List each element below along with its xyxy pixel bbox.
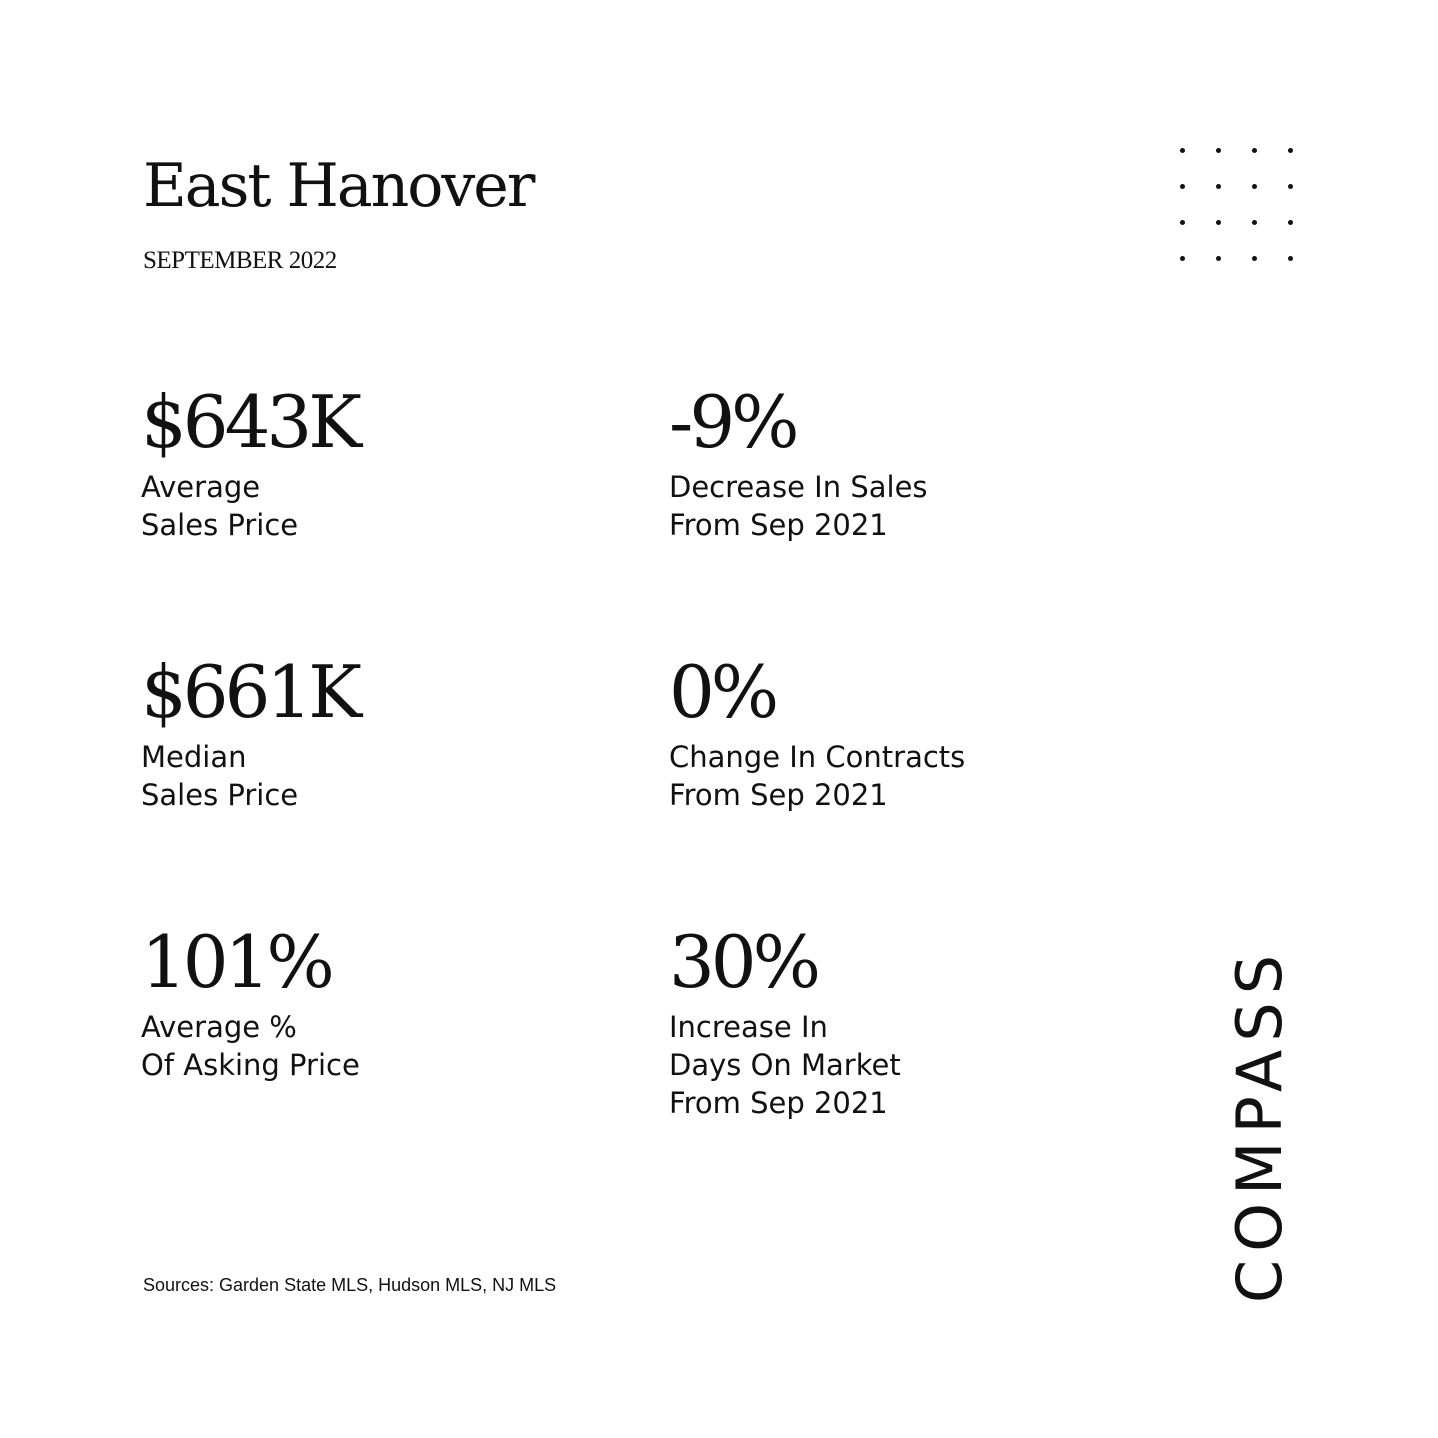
stat-label: Decrease In Sales From Sep 2021 <box>669 470 928 542</box>
stat-average-sales-price <box>141 378 561 544</box>
logo-text: COMPASS <box>1223 946 1296 1304</box>
stat-label: Average Sales Price <box>141 470 299 542</box>
stat-contracts-change <box>669 648 1089 814</box>
stat-days-on-market <box>669 918 1089 1122</box>
stat-label: Change In Contracts From Sep 2021 <box>669 740 966 812</box>
stat-label: Average % Of Asking Price <box>141 1010 360 1082</box>
stat-sales-change <box>669 378 1089 544</box>
stat-value: -9% <box>669 380 796 464</box>
stat-value: 0% <box>669 650 776 734</box>
sources-note: Sources: Garden State MLS, Hudson MLS, NJ MLS <box>143 1275 557 1295</box>
stat-value: $661K <box>141 650 359 734</box>
dot-grid-icon <box>1170 140 1300 270</box>
stat-value: $643K <box>141 380 359 464</box>
stat-value: 30% <box>669 920 818 1004</box>
stat-median-sales-price <box>141 648 561 814</box>
report-date: SEPTEMBER 2022 <box>143 247 337 274</box>
stat-label: Median Sales Price <box>141 740 299 812</box>
stat-label: Increase In Days On Market From Sep 2021 <box>669 1010 901 1120</box>
stat-percent-of-asking <box>141 918 561 1084</box>
page-title: East Hanover <box>143 151 534 221</box>
stat-value: 101% <box>141 920 331 1004</box>
